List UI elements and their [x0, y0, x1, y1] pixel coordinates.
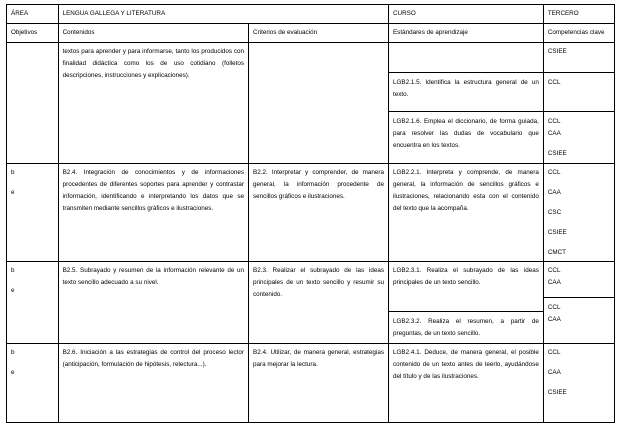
objetivo-item: b — [11, 168, 15, 176]
table-row — [7, 42, 615, 163]
competencia-item: CAA — [547, 129, 561, 137]
header-area-label: ÁREA — [7, 5, 59, 24]
table-row — [7, 163, 615, 262]
estandar-item: LGB2.3.2. Realiza el resumen, a partir de preguntas, de un texto sencillo. — [389, 311, 543, 340]
table-row — [7, 344, 615, 423]
competencia-item: CSIEE — [547, 47, 567, 55]
column-header-competencias: Competencias clave — [543, 23, 614, 42]
cell-contenidos: B2.4. Integración de conocimientos y de informaciones procedentes de diferentes soportes para aprender y contrastar información, identificando e interpretando los datos que se transmiten mediante sencillos gráficos e ilustraciones. — [58, 163, 248, 262]
competencia-item: CCL — [544, 111, 614, 128]
cell-competencias — [543, 42, 614, 163]
objetivo-item: b — [11, 267, 15, 275]
estandar-item: LGB2.3.1. Realiza el subrayado de las ideas principales de un texto sencillo. — [392, 267, 539, 287]
competencia-item: CCL — [544, 72, 614, 111]
cell-contenidos: B2.5. Subrayado y resumen de la información relevante de un texto sencillo adecuado a su nivel. — [58, 262, 248, 344]
competencia-item: CAA — [547, 369, 561, 377]
objetivo-item: e — [11, 188, 15, 196]
cell-objetivos — [7, 42, 59, 163]
competencia-item: CSIEE — [547, 389, 567, 397]
cell-criterios: B2.4. Utilizar, de manera general, estrategias para mejorar la lectura. — [249, 344, 389, 423]
competencia-item: CSIEE — [547, 149, 567, 157]
cell-estandares: LGB2.4.1. Deduce, de manera general, el posible contenido de un texto antes de leerlo, ayudándose del título y de las ilustraciones. — [388, 344, 543, 423]
cell-estandares: LGB2.2.1. Interpreta y comprende, de manera general, la información de sencillos gráficos e ilustraciones, relacionando esta con el contenido del texto que la acompaña. — [388, 163, 543, 262]
competencia-item: CSIEE — [547, 228, 567, 236]
header-curso-value: TERCERO — [543, 5, 614, 24]
column-header-criterios: Criterios de evaluación — [249, 23, 389, 42]
cell-criterios: B2.2. Interpretar y comprender, de manera general, la información procedente de sencillos gráficos e ilustraciones. — [249, 163, 389, 262]
cell-objetivos — [7, 344, 59, 423]
objetivo-item: e — [11, 287, 15, 295]
estandar-item: LGB2.1.5. Identifica la estructura general de un texto. — [389, 72, 543, 111]
cell-competencias — [543, 344, 614, 423]
competencia-item: CAA — [547, 316, 561, 324]
column-header-objetivos: Objetivos — [7, 23, 59, 42]
cell-competencias — [543, 262, 614, 344]
table-column-header-row — [7, 23, 615, 42]
column-header-estandares: Estándares de aprendizaje — [388, 23, 543, 42]
estandar-item: LGB2.1.6. Emplea el diccionario, de forma guiada, para resolver las dudas de vocabulario que encuentra en los textos. — [389, 111, 543, 152]
cell-objetivos — [7, 262, 59, 344]
header-area-value: LENGUA GALLEGA Y LITERATURA — [58, 5, 388, 24]
cell-contenidos: B2.6. Iniciación a las estrategias de control del proceso lector (anticipación, formulación de hipótesis, relectura...). — [58, 344, 248, 423]
cell-criterios — [249, 42, 389, 163]
objetivo-item: b — [11, 349, 15, 357]
competencia-item: CSC — [547, 208, 562, 216]
cell-estandares — [388, 262, 543, 344]
cell-objetivos — [7, 163, 59, 262]
objetivo-item: e — [11, 369, 15, 377]
curriculum-table — [6, 4, 615, 423]
competencia-item: CAA — [547, 279, 561, 287]
cell-estandares — [388, 42, 543, 163]
cell-criterios: B2.3. Realizar el subrayado de las ideas principales de un texto sencillo y resumir su contenido. — [249, 262, 389, 344]
table-header-row — [7, 5, 615, 24]
table-row — [7, 262, 615, 344]
competencia-item: CCL — [544, 297, 614, 314]
competencia-item: CCL — [547, 267, 561, 275]
competencia-item: CMCT — [547, 248, 567, 256]
competencia-item: CCL — [547, 349, 561, 357]
header-curso-label: CURSO — [388, 5, 543, 24]
estandar-item-empty — [393, 46, 539, 72]
column-header-contenidos: Contenidos — [58, 23, 248, 42]
competencia-item: CCL — [547, 168, 561, 176]
competencia-item: CAA — [547, 188, 561, 196]
cell-competencias — [543, 163, 614, 262]
cell-contenidos: textos para aprender y para informarse, tanto los producidos con finalidad didáctica como los de uso cotidiano (folletos descripciones, instrucciones y explicaciones). — [58, 42, 248, 163]
